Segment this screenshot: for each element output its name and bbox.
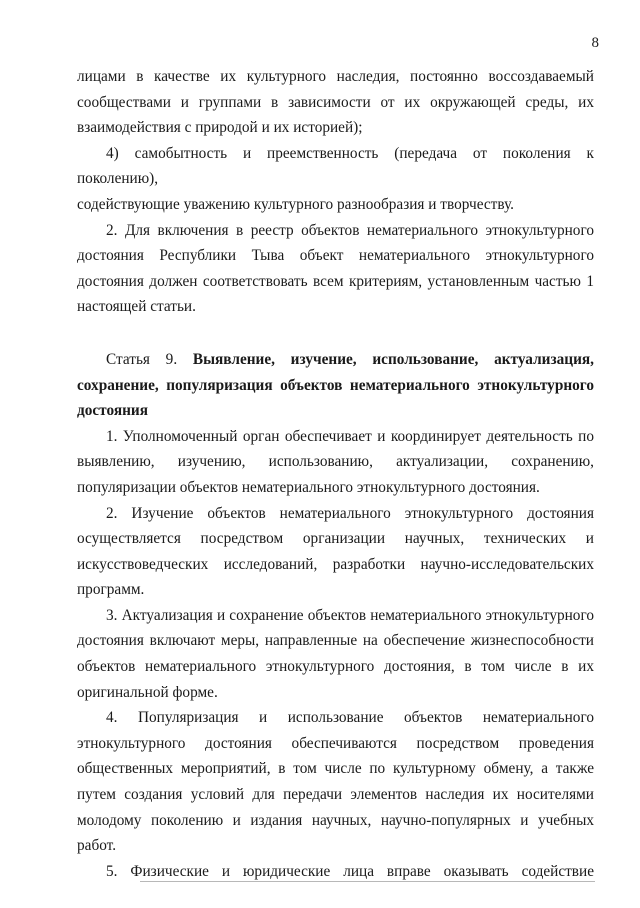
text-line: популяризации объектов нематериального этнокультурного достояния.: [77, 478, 540, 496]
article-number: Статья 9.: [106, 350, 178, 368]
text-line: объектов нематериального этнокультурного достояния, в том числе в их: [77, 658, 594, 676]
text-line: взаимодействия с природой и их историей);: [77, 119, 363, 137]
text-line: этнокультурного достояния обеспечиваются посредством проведения: [77, 734, 594, 752]
text-line: содействующие уважению культурного разнообразия и творчеству.: [77, 195, 515, 213]
paragraph-2: [77, 141, 594, 218]
paragraph-1: [77, 64, 594, 141]
text-line: программ.: [77, 581, 145, 599]
text-line: достояния должен соответствовать всем критериям, установленным частью 1: [77, 272, 594, 290]
text-line: 4. Популяризация и использование объектов нематериального: [106, 709, 594, 727]
text-line: настоящей статьи.: [77, 298, 196, 316]
text-line: достояния Республики Тыва объект нематериального этнокультурного: [77, 247, 594, 265]
text-line: 1. Уполномоченный орган обеспечивает и координирует деятельность по: [106, 427, 594, 445]
text-line: сообществами и группами в зависимости от их окружающей среды, их: [77, 93, 594, 111]
text-line: выявлению, изучению, использованию, актуализации, сохранению,: [77, 453, 594, 471]
text-line: 2. Для включения в реестр объектов нематериального этнокультурного: [106, 221, 594, 239]
text-line: осуществляется посредством организации научных, технических и: [77, 530, 594, 548]
article-title: Выявление, изучение, использование, актуализация, сохранение, популяризация объектов нематериального этнокультурного достояния: [77, 350, 594, 420]
text-line: 5. Физические и юридические лица вправе оказывать содействие: [106, 862, 594, 880]
text-line: молодому поколению и издания научных, научно-популярных и учебных работ.: [77, 811, 594, 855]
text-line: 3. Актуализация и сохранение объектов нематериального этнокультурного: [106, 606, 594, 624]
paragraph-3: [77, 218, 594, 320]
page-number: 8: [591, 35, 599, 51]
text-line: оригинальной форме.: [77, 683, 218, 701]
page-bottom-rule: [140, 881, 595, 882]
article-paragraph-2: [77, 501, 594, 603]
article-paragraph-4: [77, 705, 594, 859]
text-line: 2. Изучение объектов нематериального этнокультурного достояния: [106, 504, 594, 522]
article-paragraph-1: [77, 424, 594, 501]
text-line: общественных мероприятий, в том числе по культурному обмену, а также: [77, 760, 594, 778]
text-line: искусствоведческих исследований, разработки научно-исследовательских: [77, 555, 594, 573]
text-line: 4) самобытность и преемственность (передача от поколения к поколению),: [77, 144, 594, 188]
text-line: лицами в качестве их культурного наследия, постоянно воссоздаваемый: [77, 68, 594, 85]
text-line: путем создания условий для передачи элементов наследия их носителями: [77, 786, 594, 804]
text-line: достояния включают меры, направленные на обеспечение жизнеспособности: [77, 632, 594, 650]
document-body: [77, 64, 594, 884]
article-paragraph-3: [77, 603, 594, 705]
article-heading: [77, 347, 594, 424]
